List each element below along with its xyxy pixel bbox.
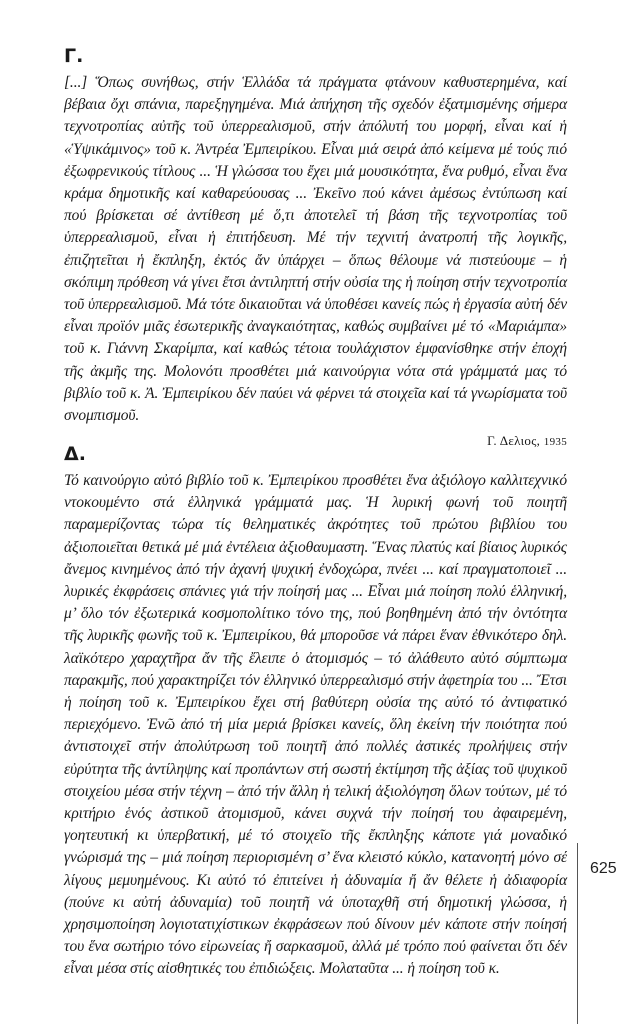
section-heading-d: Δ. <box>64 443 86 465</box>
review-section-d <box>64 442 567 981</box>
section-heading-g: Γ. <box>64 45 84 67</box>
review-text-g: [...] Ὅπως συνήθως, στήν Ἑλλάδα τά πράγματα φτάνουν καθυστερημένα, καί βέβαια ὄχι σπάνια, παρεξηγημένα. Μιά ἀπήχηση τῆς σχεδόν ἐξατμισμένης σήμερα τεχνοτροπίας αὐτῆς τοῦ ὑπερρεαλισμοῦ, στήν ἀπόλυτή του μορφή, εἶναι καί ἡ «Ὑψικάμινος» τοῦ κ. Ἀντρέα Ἐμπειρίκου. Εἶναι μιά σειρά ἀπό κείμενα μέ τούς πιό ἐξωφρενικούς τίτλους ... Ἡ γλώσσα του ἔχει μιά μουσικότητα, ἕνα ρυθμό, εἶναι ἕνα κράμα δημοτικῆς καί καθαρεύουσας ... Ἐκεῖνο πού κάνει ἀμέσως ἐντύπωση καί πού βρίσκεται σέ ἀντίθεση μέ ὅ,τι ἀποτελεῖ τή βάση τῆς τεχνοτροπίας τοῦ ὑπερρεαλισμοῦ, εἶναι ἡ ἐπιτήδευση. Μέ τήν τεχνιτή ἀνατροπή τῆς λογικῆς, ἐπιζητεῖται ἡ ἔκπληξη, ἐκτός ἄν ὑπάρχει – ὅπως θέλουμε νά πιστεύουμε – ἡ σκόπιμη πρόθεση νά γίνει ἔτσι ἀντιληπτή στήν οὐσία της ἡ ποίηση στήν τεχνοτροπία τοῦ ὑπερρεαλισμοῦ. Μά τότε δικαιοῦται νά ὑποθέσει κανείς πώς ἡ ἐργασία αὐτή δέν εἶναι προϊόν μιᾶς ἐσωτερικῆς ἀναγκαιότητας, καθώς συμβαίνει μέ τό «Μαριάμπα» τοῦ κ. Γιάννη Σκαρίμπα, καί καθώς τέτοια τουλάχιστον ἐμφανίσθηκε στήν ἐποχή τῆς ἀκμῆς της. Μολονότι προσθέτει μιά καινούργια νότα στά γράμματά μας τό βιβλίο τοῦ κ. Ἀ. Ἐμπειρίκου δέν παύει νά φέρνει τά στοιχεῖα καί τά γνωρίσματα τοῦ σνομπισμοῦ. <box>64 74 567 425</box>
signature-author: Γ. Δελιος, <box>487 433 541 449</box>
signature-year: 1935 <box>543 436 567 449</box>
review-text-d: Τό καινούργιο αὐτό βιβλίο τοῦ κ. Ἐμπειρίκου προσθέτει ἕνα ἀξιόλογο καλλιτεχνικό ντοκουμέντο στά ἑλληνικά γράμματά μας. Ἡ λυρική φωνή τοῦ ποιητῆ παραμερίζοντας τώρα τίς θεληματικές ἀκρότητες τοῦ πρώτου βιβλίου του ἀξιοποιεῖται θετικά μέ μιά ἐντέλεια ἀξιοθαυμαστη. Ἕνας πλατύς καί βίαιος λυρικός ἄνεμος κινημένος ἀπό τήν ἀχανή ψυχική ἐνδοχώρα, πνέει ... καί πραγματοποιεῖ ... λυρικές ἐκφράσεις σπάνιες γιά τήν ποίησή μας ... Εἶναι μιά ποίηση πολύ ἑλληνική, μ’ ὅλο τόν ἐξωτερικά κοσμοπολίτικο τόνο της, πού βοηθημένη ἀπό τήν ὀντότητα τῆς λυρικῆς φωνῆς τοῦ κ. Ἐμπειρίκου, θά μποροῦσε νά πάρει ἕναν ἐθνικότερο δηλ. λαϊκότερο χαραχτῆρα ἄν τῆς ἔλειπε ὁ ἀτομισμός – τό ἀλάθευτο αὐτό σύμπτωμα παρακμῆς, πού χαρακτηρίζει τόν ἑλληνικό ὑπερρεαλισμό στήν ἀφετηρία του ... Ἔτσι ἡ ποίηση τοῦ κ. Ἐμπειρίκου ἔχει στή βαθύτερη οὐσία της αὐτό τό ἀντιφατικό περιεχόμενο. Ἐνῶ ἀπό τή μία μεριά βρίσκει κανείς, ὅλη ἐκείνη τήν ποιότητα πού ἀντιστοιχεῖ στήν ἀπολύτρωση τοῦ ποιητῆ ἀπό πολλές ἀστικές προλήψεις στήν εὐρύτητα τῆς ἀντίληψης καί προπάντων στή σωστή ἐκτίμηση τῆς ἀξίας τοῦ ψυχικοῦ στοιχείου μέσα στήν τέχνη – ἀπό τήν ἄλλη ἡ τελική ἀξιολόγηση ὅλων τούτων, μέ τό κριτήριο ἑνός ἀστικοῦ ἀτομισμοῦ, κάνει συχνά τήν ποίησή του ἀφαιρεμένη, γοητευτική κι ὑπερβατική, μέ τό στοιχεῖο τῆς ἔκπληξης κάποτε γιά μοναδικό γνώρισμά της – μιά ποίηση περιορισμένη σ’ ἕνα κλειστό κύκλο, κατανοητή μόνο σέ λίγους μεμυημένους. Κι αὐτό τό ἐπιτείνει ἡ ἀδυναμία ἤ ἄν θέλετε ἡ ἀδιαφορία (πούνε κι αὐτή ἀδυναμία) τοῦ ποιητῆ νά ὑποταχθῆ στή δημοτική γλώσσα, ἡ χρησιμοποίηση λογιοτατιχίστικων ἐκφράσεων πού δίνουν μέν κάποτε στήν ποίησή του ἕνα σωτήριο τόνο εἰρωνείας ἤ σαρκασμοῦ, ἀλλά μέ τρόπο πού φαίνεται ὅτι δέν εἶναι μέσα στίς αἰσθητικές του ἐπιδιώξεις. Μολαταῦτα ... ἡ ποίηση τοῦ κ. <box>64 472 567 978</box>
page-number: 625 <box>590 860 617 877</box>
review-section-g <box>64 44 567 449</box>
margin-rule <box>577 843 578 1024</box>
